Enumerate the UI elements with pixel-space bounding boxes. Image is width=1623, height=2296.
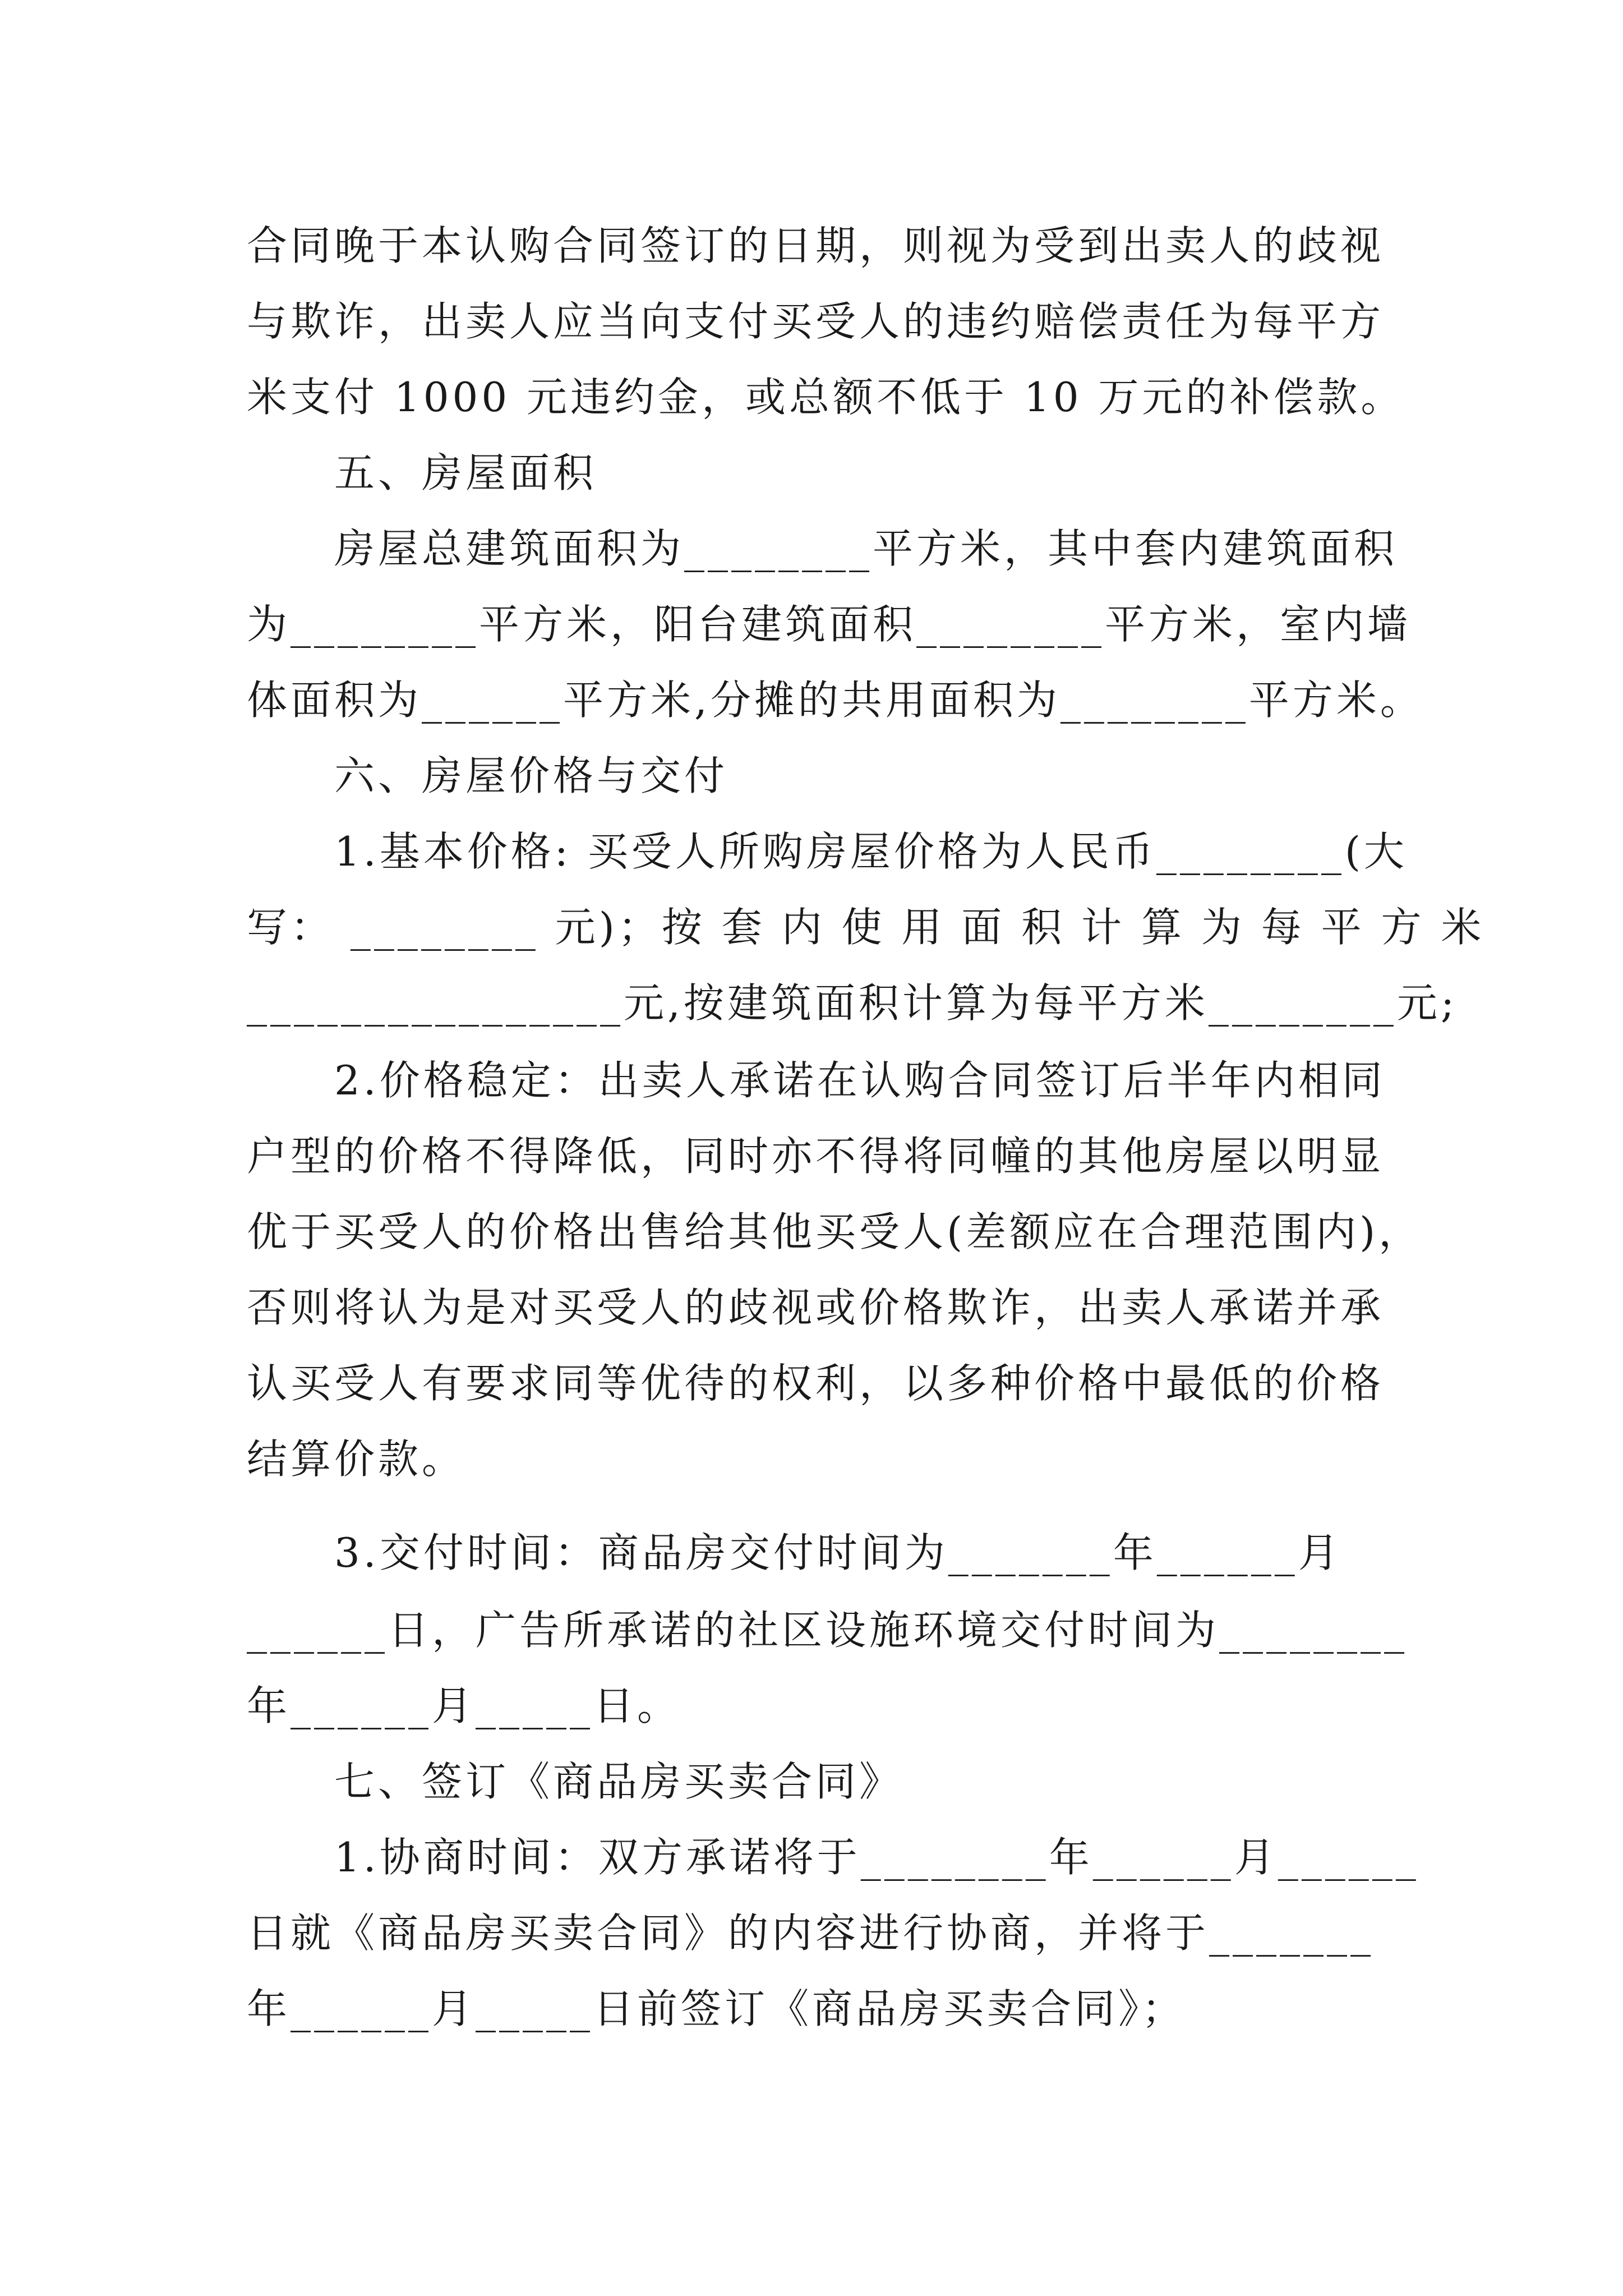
text-line: 户型的价格不得降低，同时亦不得将同幢的其他房屋以明显 [247, 1133, 1385, 1180]
text-line: 为________平方米，阳台建筑面积________平方米，室内墙 [247, 601, 1412, 648]
text-line: 房屋总建筑面积为________平方米，其中套内建筑面积 [334, 525, 1398, 572]
text-line: 优于买受人的价格出售给其他买受人(差额应在合理范围内)， [247, 1208, 1423, 1255]
text-line: 1.协商时间：双方承诺将于________年______月______ [334, 1834, 1419, 1881]
text-line: 年______月_____日前签订《商品房买卖合同》； [247, 1985, 1186, 2032]
text-line: 米支付 1000 元违约金，或总额不低于 10 万元的补偿款。 [247, 374, 1405, 421]
text-line: ______日，广告所承诺的社区设施环境交付时间为________ [247, 1607, 1408, 1654]
text-line: 认买受人有要求同等优待的权利，以多种价格中最低的价格 [247, 1360, 1385, 1407]
text-line: ________________元,按建筑面积计算为每平方米________元; [247, 979, 1458, 1027]
section-heading: 七、签订《商品房买卖合同》 [334, 1758, 903, 1805]
section-heading: 五、房屋面积 [334, 449, 597, 496]
text-line: 体面积为______平方米,分摊的共用面积为________平方米。 [247, 677, 1424, 724]
text-line: 年______月_____日。 [247, 1682, 681, 1729]
text-line: 2.价格稳定：出卖人承诺在认购合同签订后半年内相同 [334, 1057, 1386, 1104]
section-heading: 六、房屋价格与交付 [334, 752, 728, 799]
text-line: 写： ________ 元)；按 套 内 使 用 面 积 计 算 为 每 平 方 米 [247, 904, 1485, 951]
text-line: 日就《商品房买卖合同》的内容进行协商，并将于_______ [247, 1910, 1375, 1957]
text-line: 合同晚于本认购合同签订的日期，则视为受到出卖人的歧视 [247, 222, 1385, 269]
text-line: 结算价款。 [247, 1435, 466, 1483]
text-line: 否则将认为是对买受人的歧视或价格欺诈，出卖人承诺并承 [247, 1284, 1385, 1331]
text-line: 1.基本价格: 买受人所购房屋价格为人民币________(大 [334, 828, 1408, 875]
text-line: 3.交付时间：商品房交付时间为_______年______月 [334, 1529, 1342, 1576]
text-line: 与欺诈，出卖人应当向支付买受人的违约赔偿责任为每平方 [247, 298, 1385, 345]
